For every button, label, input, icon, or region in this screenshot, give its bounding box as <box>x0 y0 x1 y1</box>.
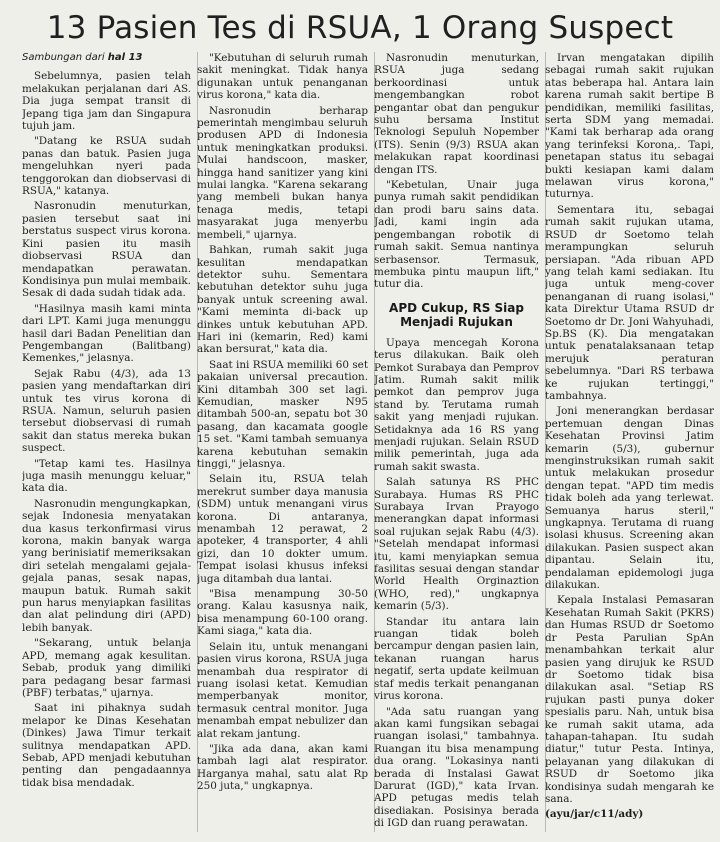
paragraph: Nasronudin menuturkan, pasien tersebut saat ini berstatus suspect virus korona. Kini pasien itu masih diobservasi RSUA dan mendapatkan perawatan. Kondisinya pun mulai membaik. Sesak di dada sudah tidak ada. <box>22 200 191 300</box>
paragraph: Saat ini pihaknya sudah melapor ke Dinas Kesehatan (Dinkes) Jawa Timur terkait sulitnya mendapatkan APD. Sebab, APD menjadi kebutuhan penting dan pengadaannya tidak bisa mendadak. <box>22 702 191 789</box>
author-signature: (ayu/jar/c11/ady) <box>545 808 644 821</box>
column-1 <box>22 52 191 833</box>
paragraph: "Datang ke RSUA sudah panas dan batuk. Pasien juga mengeluhkan nyeri pada tenggorokan dan diobservasi di RSUA," katanya. <box>22 135 191 198</box>
paragraph: "Ada satu ruangan yang akan kami fungsikan sebagai ruangan isolasi," tambahnya. Ruangan itu bisa menampung dua orang. "Lokasinya nanti berada di Instalasi Gawat Darurat (IGD)," kata Irvan. APD petugas medis telah disediakan. Posisinya berada di IGD dan ruang perawatan. <box>374 705 539 830</box>
paragraph: "Kebetulan, Unair juga punya rumah sakit pendidikan dan prodi baru sains data. Jadi, kami ingin ada pengembangan robotik di rumah sakit. Semua nantinya serbasensor. Termasuk, membuka pintu maupun lift," tutur dia. <box>374 179 539 291</box>
paragraph: Bahkan, rumah sakit juga kesulitan mendapatkan detektor suhu. Sementara kebutuhan detektor suhu juga banyak untuk screening awal. "Kami meminta di-back up dinkes untuk kebutuhan APD. Hari ini (kemarin, Red) kami akan bersurat," kata dia. <box>197 244 368 356</box>
article-headline: 13 Pasien Tes di RSUA, 1 Orang Suspect <box>46 10 674 46</box>
paragraph: "Sekarang, untuk belanja APD, memang agak kesulitan. Sebab, produk yang dimiliki para pedagang besar farmasi (PBF) terbatas," ujarnya. <box>22 637 191 699</box>
continuation-note <box>22 52 191 64</box>
paragraph: Selain itu, RSUA telah merekrut sumber daya manusia (SDM) untuk menangani virus korona. Di antaranya, menambah 12 perawat, 2 apoteker, 4 transporter, 4 ahli gizi, dan 10 dokter umum. Tempat isolasi khusus infeksi juga ditambah dua lantai. <box>197 473 368 585</box>
paragraph: Saat ini RSUA memiliki 60 set pakaian universal precaution. Kini ditambah 300 set lagi. Kemudian, masker N95 ditambah 500-an, sepatu bot 30 pasang, dan kacamata google 15 set. "Kami tambah semuanya karena kebutuhan semakin tinggi," jelasnya. <box>197 358 368 470</box>
paragraph: Sebelumnya, pasien telah melakukan perjalanan dari AS. Dia juga sempat transit di Jepang tiga jam dan Singapura tujuh jam. <box>22 70 191 133</box>
continuation-page: hal 13 <box>107 52 143 63</box>
continuation-label: Sambungan dari <box>22 52 105 63</box>
paragraph: Selain itu, untuk menangani pasien virus korona, RSUA juga menambah dua respirator di ruang isolasi ketat. Kemudian memperbanyak monitor, termasuk central monitor. Juga menambah empat nebulizer dan alat rekam jantung. <box>197 640 368 740</box>
column-4 <box>545 52 714 833</box>
paragraph: Salah satunya RS PHC Surabaya. Humas RS PHC Surabaya Irvan Prayogo menerangkan dapat informasi soal rujukan sejak Rabu (4/3). "Setelah mendapat informasi itu, kami menyiapkan semua fasilitas sesuai dengan standar World Health Orginaztion (WHO, red)," ungkapnya kemarin (5/3). <box>374 476 539 613</box>
article-body <box>22 52 714 833</box>
paragraph: Joni menerangkan berdasar pertemuan dengan Dinas Kesehatan Provinsi Jatim kemarin (5/3), gubernur menginstruksikan rumah sakit untuk melakukan prosedur dengan tepat. "APD tim medis tidak boleh ada yang terlewat. Semuanya harus steril," ungkapnya. Terutama di ruang isolasi khusus. Screening akan dilakukan. Pasien suspect akan dipantau. Selain itu, pendalaman epidemologi juga dilakukan. <box>545 405 714 592</box>
paragraph: "Jika ada dana, akan kami tambah lagi alat respirator. Harganya mahal, satu alat Rp 250 juta," ungkapnya. <box>197 742 368 793</box>
paragraph: Kepala Instalasi Pemasaran Kesehatan Rumah Sakit (PKRS) dan Humas RSUD dr Soetomo dr Pesta Parulian SpAn menambahkan terkait alur pasien yang dirujuk ke RSUD dr Soetomo tidak bisa dilakukan asal. "Setiap RS rujukan pasti punya doker spesialis paru. Nah, untuk bisa ke rumah sakit utama, ada tahapan-tahapan. Itu sudah diatur," tutur Pesta. Intinya, pelayanan yang dilakukan di RSUD dr Soetomo jika kondisinya sudah mengarah ke sana. <box>545 594 714 805</box>
paragraph: Standar itu antara lain ruangan tidak boleh bercampur dengan pasien lain, tekanan ruangan harus negatif, serta update keilmuan staf medis terkait penanganan virus korona. <box>374 615 539 703</box>
paragraph: Nasronudin menuturkan, RSUA juga sedang berkoordinasi untuk mengembangkan robot pengantar obat dan pengukur suhu bersama Institut Teknologi Sepuluh Nopember (ITS). Senin (9/3) RSUA akan melakukan rapat koordinasi dengan ITS. <box>374 52 539 176</box>
paragraph: "Tetap kami tes. Hasilnya juga masih menunggu keluar," kata dia. <box>22 457 191 495</box>
paragraph: "Bisa menampung 30-50 orang. Kalau kasusnya naik, bisa menampung 60-100 orang. Kami siaga," kata dia. <box>197 588 368 638</box>
section-subhead: APD Cukup, RS Siap Menjadi Rujukan <box>389 300 524 329</box>
column-2 <box>197 52 368 833</box>
paragraph: Irvan mengatakan dipilih sebagai rumah sakit rujukan atas beberapa hal. Antara lain karena rumah sakit bertipe B pendidikan, memiliki fasilitas, serta SDM yang memadai. "Kami tak berharap ada orang yang terinfeksi Korona,. Tapi, penetapan status itu sebagai bukti kesiapan kami dalam melawan virus korona," tuturnya. <box>545 52 714 201</box>
paragraph: Upaya mencegah Korona terus dilakukan. Baik oleh Pemkot Surabaya dan Pemprov Jatim. Rumah sakit milik pemkot dan pemprov juga stand by. Terutama rumah sakit yang menjadi rujukan. Setidaknya ada 16 RS yang menjadi rujukan. Selain RSUD milik pemerintah, juga ada rumah sakit swasta. <box>374 336 539 473</box>
paragraph: Sejak Rabu (4/3), ada 13 pasien yang mendaftarkan diri untuk tes virus korona di RSUA. Namun, seluruh pasien tersebut diobservasi di rumah sakit dan status mereka bukan suspect. <box>22 367 191 455</box>
paragraph: Sementara itu, sebagai rumah sakit rujukan utama, RSUD dr Soetomo telah merampungkan seluruh persiapan. "Ada ribuan APD yang telah kami sediakan. Itu juga untuk meng-cover penanganan di ruang isolasi," kata Direktur Utama RSUD dr Soetomo dr Dr. Joni Wahyuhadi, Sp.BS (K). Dia mengatakan untuk penatalaksanaan tetap merujuk peraturan sebelumnya. "Dari RS terbawa ke rujukan tertinggi," tambahnya. <box>545 203 714 402</box>
paragraph: Nasronudin mengungkapkan, sejak Indonesia menyatakan dua kasus terkonfirmasi virus korona, makin banyak warga yang berinisiatif memeriksakan diri setelah mengalami gejala-gejala panas, sesak napas, maupun batuk. Rumah sakit pun harus menyiapkan fasilitas dan alat pelindung diri (APD) lebih banyak. <box>22 497 191 634</box>
paragraph: Nasronudin berharap pemerintah mengimbau seluruh produsen APD di Indonesia untuk meningkatkan produksi. Mulai handscoon, masker, hingga hand sanitizer yang kini mulai langka. "Karena sekarang yang membeli bukan hanya tenaga medis, tetapi masyarakat juga menyerbu membeli," ujarnya. <box>197 104 368 241</box>
paragraph: "Hasilnya masih kami minta dari LPT. Kami juga menunggu hasil dari Badan Penelitian dan Pengembangan (Balitbang) Kemenkes," jelasnya. <box>22 302 191 365</box>
paragraph: "Kebutuhan di seluruh rumah sakit meningkat. Tidak hanya digunakan untuk penanganan virus korona," kata dia. <box>197 52 368 102</box>
column-3 <box>374 52 539 833</box>
